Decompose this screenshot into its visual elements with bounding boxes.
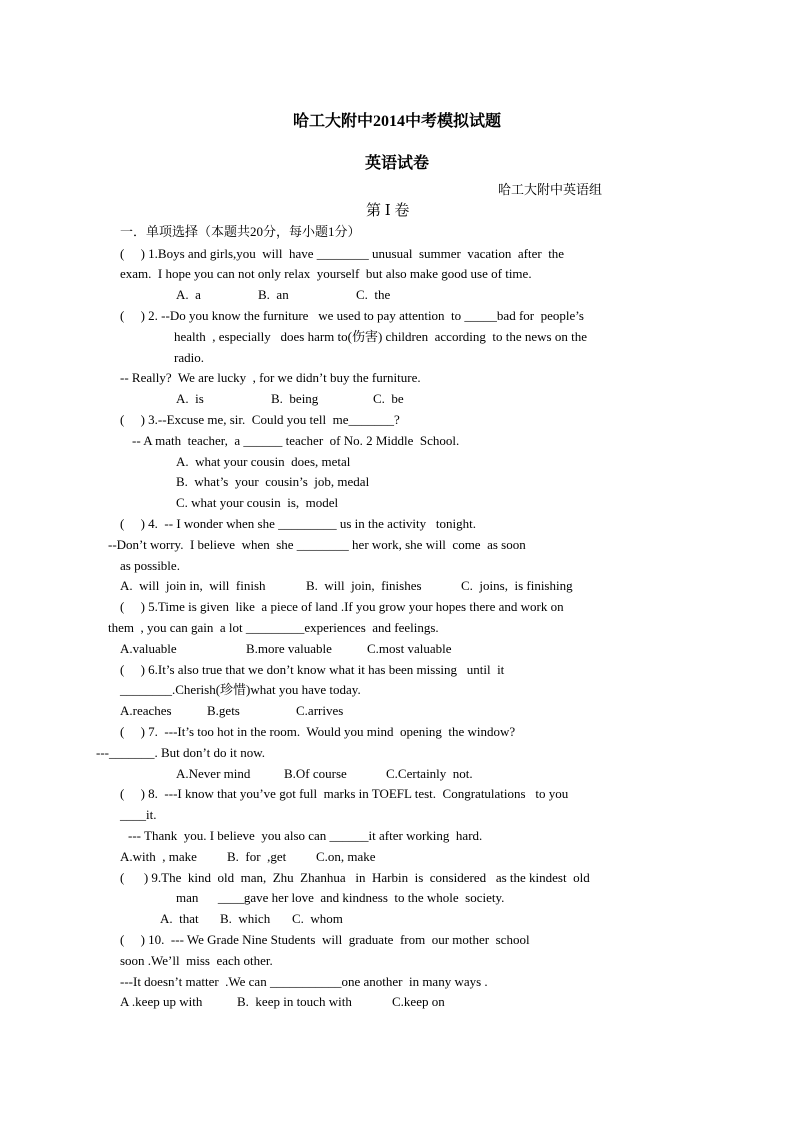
question-2-line-1: ( ) 2. --Do you know the furniture we used to pay attention to _____bad for people’s <box>120 308 584 323</box>
question-2-line-2: health , especially does harm to(伤害) children according to the news on the <box>174 329 587 344</box>
q5-option-b: B.more valuable <box>246 641 332 656</box>
organization-label: 哈工大附中英语组 <box>498 183 603 198</box>
q1-option-c: C. the <box>356 287 391 302</box>
question-8-line-2: ____it. <box>120 807 157 822</box>
question-4-line-3: as possible. <box>120 558 180 573</box>
exam-title: 哈工大附中2014中考模拟试题 <box>292 113 501 130</box>
q10-option-b: B. keep in touch with <box>237 994 352 1009</box>
volume-label: 第 Ⅰ 卷 <box>366 203 410 219</box>
question-1-line-1: ( ) 1.Boys and girls,you will have ________ unusual summer vacation after the <box>120 246 565 261</box>
question-5-line-1: ( ) 5.Time is given like a piece of land .If you grow your hopes there and work on <box>120 599 564 614</box>
q2-option-b: B. being <box>271 391 319 406</box>
question-9-line-2: man ____gave her love and kindness to the whole society. <box>176 890 505 905</box>
q6-option-a: A.reaches <box>120 703 172 718</box>
q9-option-a: A. that <box>160 911 199 926</box>
section-heading: 一．单项选择（本题共20分，每小题1分） <box>120 224 361 239</box>
question-5-line-2: them , you can gain a lot _________experiences and feelings. <box>108 620 439 635</box>
q6-option-c: C.arrives <box>296 703 344 718</box>
q4-option-b: B. will join, finishes <box>306 578 422 593</box>
question-8-line-1: ( ) 8. ---I know that you’ve got full marks in TOEFL test. Congratulations to you <box>120 786 569 801</box>
q3-option-c: C. what your cousin is, model <box>176 495 339 510</box>
question-10-line-1: ( ) 10. --- We Grade Nine Students will graduate from our mother school <box>120 932 530 947</box>
q9-option-c: C. whom <box>292 911 343 926</box>
q3-option-a: A. what your cousin does, metal <box>176 454 351 469</box>
q5-option-a: A.valuable <box>120 641 177 656</box>
q8-option-b: B. for ,get <box>227 849 287 864</box>
question-10-line-3: ---It doesn’t matter .We can ___________one another in many ways . <box>120 974 488 989</box>
q7-option-b: B.Of course <box>284 766 347 781</box>
question-8-line-3: --- Thank you. I believe you also can ______it after working hard. <box>128 828 483 843</box>
q2-option-c: C. be <box>373 391 404 406</box>
q8-option-c: C.on, make <box>316 849 376 864</box>
question-6-line-1: ( ) 6.It’s also true that we don’t know what it has been missing until it <box>120 662 505 677</box>
question-6-line-2: ________.Cherish(珍惜)what you have today. <box>120 682 361 697</box>
question-3-line-1: ( ) 3.--Excuse me, sir. Could you tell me_______? <box>120 412 400 427</box>
q10-option-c: C.keep on <box>392 994 445 1009</box>
q6-option-b: B.gets <box>207 703 240 718</box>
question-4-line-1: ( ) 4. -- I wonder when she _________ us in the activity tonight. <box>120 516 476 531</box>
question-2-line-3: radio. <box>174 350 204 365</box>
q7-option-c: C.Certainly not. <box>386 766 473 781</box>
q7-option-a: A.Never mind <box>176 766 251 781</box>
exam-subtitle: 英语试卷 <box>364 155 429 172</box>
question-7-line-1: ( ) 7. ---It’s too hot in the room. Would you mind opening the window? <box>120 724 516 739</box>
question-10-line-2: soon .We’ll miss each other. <box>120 953 273 968</box>
q4-option-a: A. will join in, will finish <box>120 578 266 593</box>
question-3-line-2: -- A math teacher, a ______ teacher of No. 2 Middle School. <box>132 433 460 448</box>
question-7-line-2: ---_______. But don’t do it now. <box>96 745 265 760</box>
q4-option-c: C. joins, is finishing <box>461 578 573 593</box>
question-1-line-2: exam. I hope you can not only relax yourself but also make good use of time. <box>120 266 532 281</box>
q3-option-b: B. what’s your cousin’s job, medal <box>176 474 370 489</box>
q8-option-a: A.with , make <box>120 849 197 864</box>
q5-option-c: C.most valuable <box>367 641 452 656</box>
q1-option-a: A. a <box>176 287 201 302</box>
q9-option-b: B. which <box>220 911 271 926</box>
question-2-line-4: -- Really? We are lucky , for we didn’t buy the furniture. <box>120 370 421 385</box>
q10-option-a: A .keep up with <box>120 994 203 1009</box>
q1-option-b: B. an <box>258 287 289 302</box>
q2-option-a: A. is <box>176 391 204 406</box>
question-4-line-2: --Don’t worry. I believe when she ________ her work, she will come as soon <box>108 537 526 552</box>
question-9-line-1: ( ) 9.The kind old man, Zhu Zhanhua in Harbin is considered as the kindest old <box>120 870 590 885</box>
